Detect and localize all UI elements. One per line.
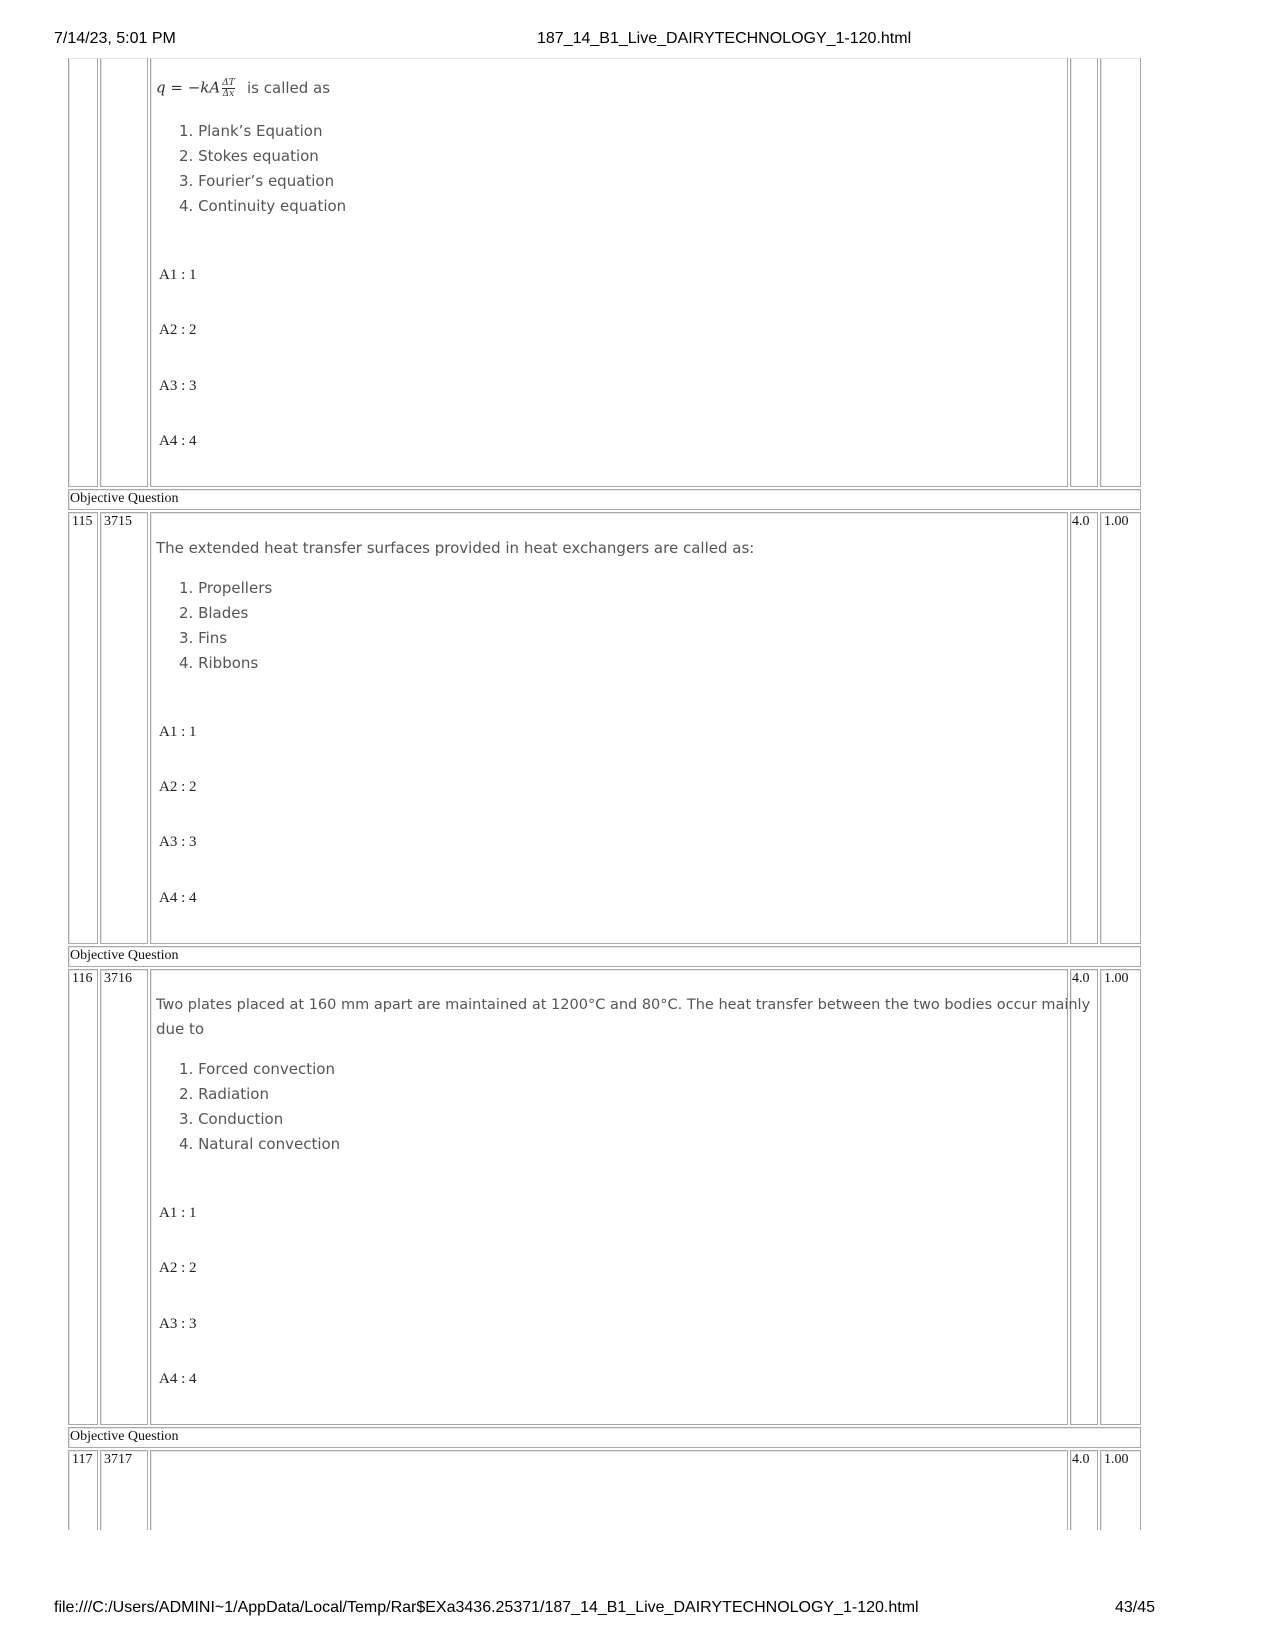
option-item: 2. Blades <box>179 604 249 622</box>
option-item: 1. Plank’s Equation <box>179 122 323 140</box>
qid-cell <box>100 58 148 487</box>
marks-cell <box>1070 512 1098 944</box>
question-type-cell <box>68 946 1141 967</box>
answer-option: A1 : 1 <box>159 724 197 740</box>
option-item: 1. Forced convection <box>179 1060 335 1078</box>
answer-option: A3 : 3 <box>159 378 197 394</box>
negative-marks-value: 1.00 <box>1104 971 1129 986</box>
marks-cell <box>1070 58 1098 487</box>
option-item: 3. Conduction <box>179 1110 284 1128</box>
serial-number: 115 <box>72 514 93 529</box>
sno-cell <box>68 512 98 944</box>
question-cell <box>150 1450 1068 1530</box>
serial-number: 117 <box>72 1452 93 1467</box>
answer-option: A4 : 4 <box>159 1371 197 1387</box>
question-id: 3716 <box>104 971 132 986</box>
question-text: The extended heat transfer surfaces provided in heat exchangers are called as: <box>156 539 755 557</box>
option-item: 4. Continuity equation <box>179 197 347 215</box>
serial-number: 116 <box>72 971 93 986</box>
answer-option: A3 : 3 <box>159 1316 197 1332</box>
neg-cell <box>1100 58 1141 487</box>
page-number: 43/45 <box>1115 1599 1156 1616</box>
sno-cell <box>68 969 98 1425</box>
marks-value: 4.0 <box>1072 1452 1090 1467</box>
answer-option: A1 : 1 <box>159 267 197 283</box>
option-item: 4. Ribbons <box>179 654 259 672</box>
formula-denominator: Δx <box>222 89 235 99</box>
answer-option: A2 : 2 <box>159 779 197 795</box>
marks-value: 4.0 <box>1072 971 1090 986</box>
question-text: Two plates placed at 160 mm apart are maintained at 1200°C and 80°C. The heat transfer between the two bodies occur mainly <box>156 997 1091 1013</box>
question-type-cell <box>68 1427 1141 1448</box>
answer-option: A1 : 1 <box>159 1205 197 1221</box>
option-list <box>179 119 346 219</box>
marks-value: 4.0 <box>1072 514 1090 529</box>
answer-option: A2 : 2 <box>159 1260 197 1276</box>
qid-cell <box>100 969 148 1425</box>
question-type-label: Objective Question <box>70 1429 179 1444</box>
question-type-label: Objective Question <box>70 491 179 506</box>
answer-option: A3 : 3 <box>159 834 197 850</box>
question-type-label: Objective Question <box>70 948 179 963</box>
question-id: 3717 <box>104 1452 132 1467</box>
option-list <box>179 1057 340 1157</box>
neg-cell <box>1100 969 1141 1425</box>
question-text-continued: due to <box>156 1020 205 1038</box>
sno-cell <box>68 58 98 487</box>
option-item: 3. Fourier’s equation <box>179 172 335 190</box>
heat-equation-formula <box>156 78 237 99</box>
print-title: 187_14_B1_Live_DAIRYTECHNOLOGY_1-120.html <box>537 30 912 47</box>
negative-marks-value: 1.00 <box>1104 1452 1129 1467</box>
option-item: 1. Propellers <box>179 579 273 597</box>
question-type-cell <box>68 489 1141 510</box>
qid-cell <box>100 512 148 944</box>
option-item: 4. Natural convection <box>179 1135 341 1153</box>
answer-option: A4 : 4 <box>159 433 197 449</box>
neg-cell <box>1100 512 1141 944</box>
answer-option: A4 : 4 <box>159 890 197 906</box>
option-list <box>179 576 272 676</box>
question-id: 3715 <box>104 514 132 529</box>
print-datetime: 7/14/23, 5:01 PM <box>54 30 176 47</box>
option-item: 2. Stokes equation <box>179 147 319 165</box>
answer-option: A2 : 2 <box>159 322 197 338</box>
print-file-path: file:///C:/Users/ADMINI~1/AppData/Local/Temp/Rar$EXa3436.25371/187_14_B1_Live_DAIRYTECHNOLOGY_1-120.html <box>54 1599 919 1616</box>
question-cell <box>150 512 1068 944</box>
formula-fraction <box>222 78 235 99</box>
negative-marks-value: 1.00 <box>1104 514 1129 529</box>
option-item: 2. Radiation <box>179 1085 269 1103</box>
formula-numerator: ΔT <box>222 78 235 88</box>
formula-lhs: q = −kA <box>156 78 221 97</box>
marks-cell <box>1070 969 1098 1425</box>
option-item: 3. Fins <box>179 629 228 647</box>
question-text: is called as <box>247 79 331 97</box>
